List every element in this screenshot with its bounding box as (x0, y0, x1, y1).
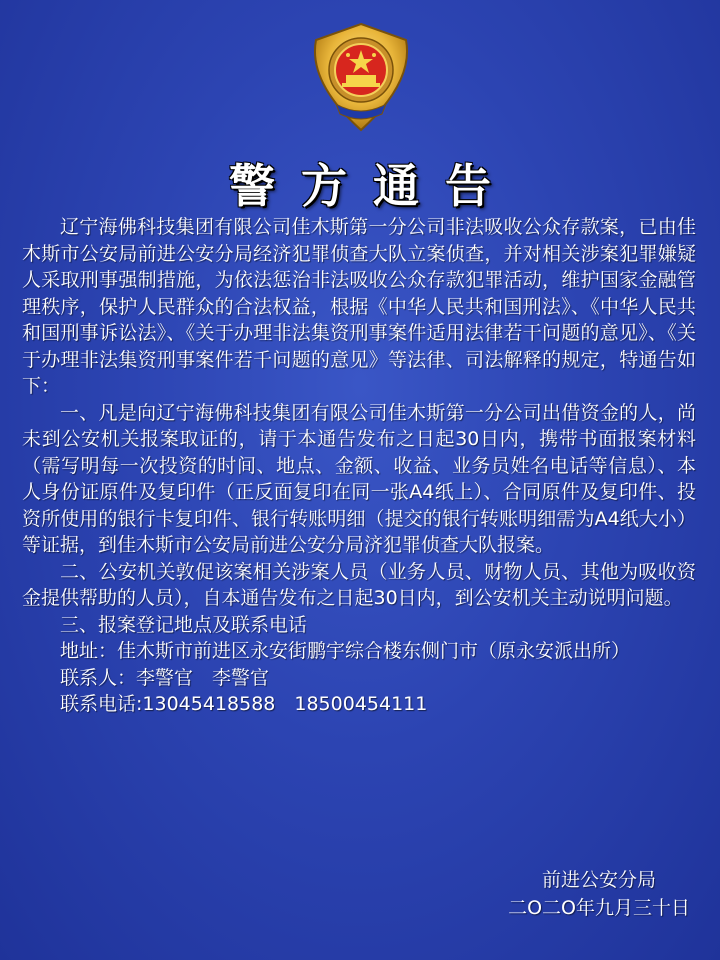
notice-body (22, 214, 696, 718)
intro-paragraph: 辽宁海佛科技集团有限公司佳木斯第一分公司非法吸收公众存款案，已由佳木斯市公安局前进公安分局经济犯罪侦查大队立案侦查，并对相关涉案犯罪嫌疑人采取刑事强制措施，为依法惩治非法吸收公众存款犯罪活动，维护国家金融管理秩序，保护人民群众的合法权益，根据《中华人民共和国刑法》、《中华人民共和国刑事诉讼法》、《关于办理非法集资刑事案件适用法律若干问题的意见》、《关于办理非法集资刑事案件若千问题的意见》等法律、司法解释的规定，特通告如下： (22, 216, 696, 397)
item-3-heading: 三、报案登记地点及联系电话 (60, 613, 308, 636)
item-1-paragraph: 一、凡是向辽宁海佛科技集团有限公司佳木斯第一分公司出借资金的人，尚未到公安机关报案取证的，请于本通告发布之日起30日内，携带书面报案材料（需写明每一次投资的时间、地点、金额、收益、业务员姓名电话等信息）、本人身份证原件及复印件（正反面复印在同一张A4纸上）、合同原件及复印件、投资所使用的银行卡复印件、银行转账明细（提交的银行转账明细需为A4纸大小）等证据，到佳木斯市公安局前进公安分局济犯罪侦查大队报案。 (22, 401, 696, 556)
address-line: 地址：佳木斯市前进区永安街鹏宇综合楼东侧门市（原永安派出所） (60, 640, 631, 662)
issue-date: 二O二O年九月三十日 (508, 897, 690, 919)
issuer-name: 前进公安分局 (542, 869, 657, 891)
item-2-paragraph: 二、公安机关敦促该案相关涉案人员（业务人员、财物人员、其他为吸收资金提供帮助的人员），自本通告发布之日起30日内，到公安机关主动说明问题。 (22, 560, 696, 609)
signature-block (508, 866, 690, 922)
phone-line: 联系电话:13045418588 18500454111 (60, 693, 428, 715)
police-emblem-icon (306, 22, 416, 134)
notice-title: 警方通告 (229, 159, 517, 213)
contact-person-line: 联系人：李警官 李警官 (60, 666, 270, 689)
